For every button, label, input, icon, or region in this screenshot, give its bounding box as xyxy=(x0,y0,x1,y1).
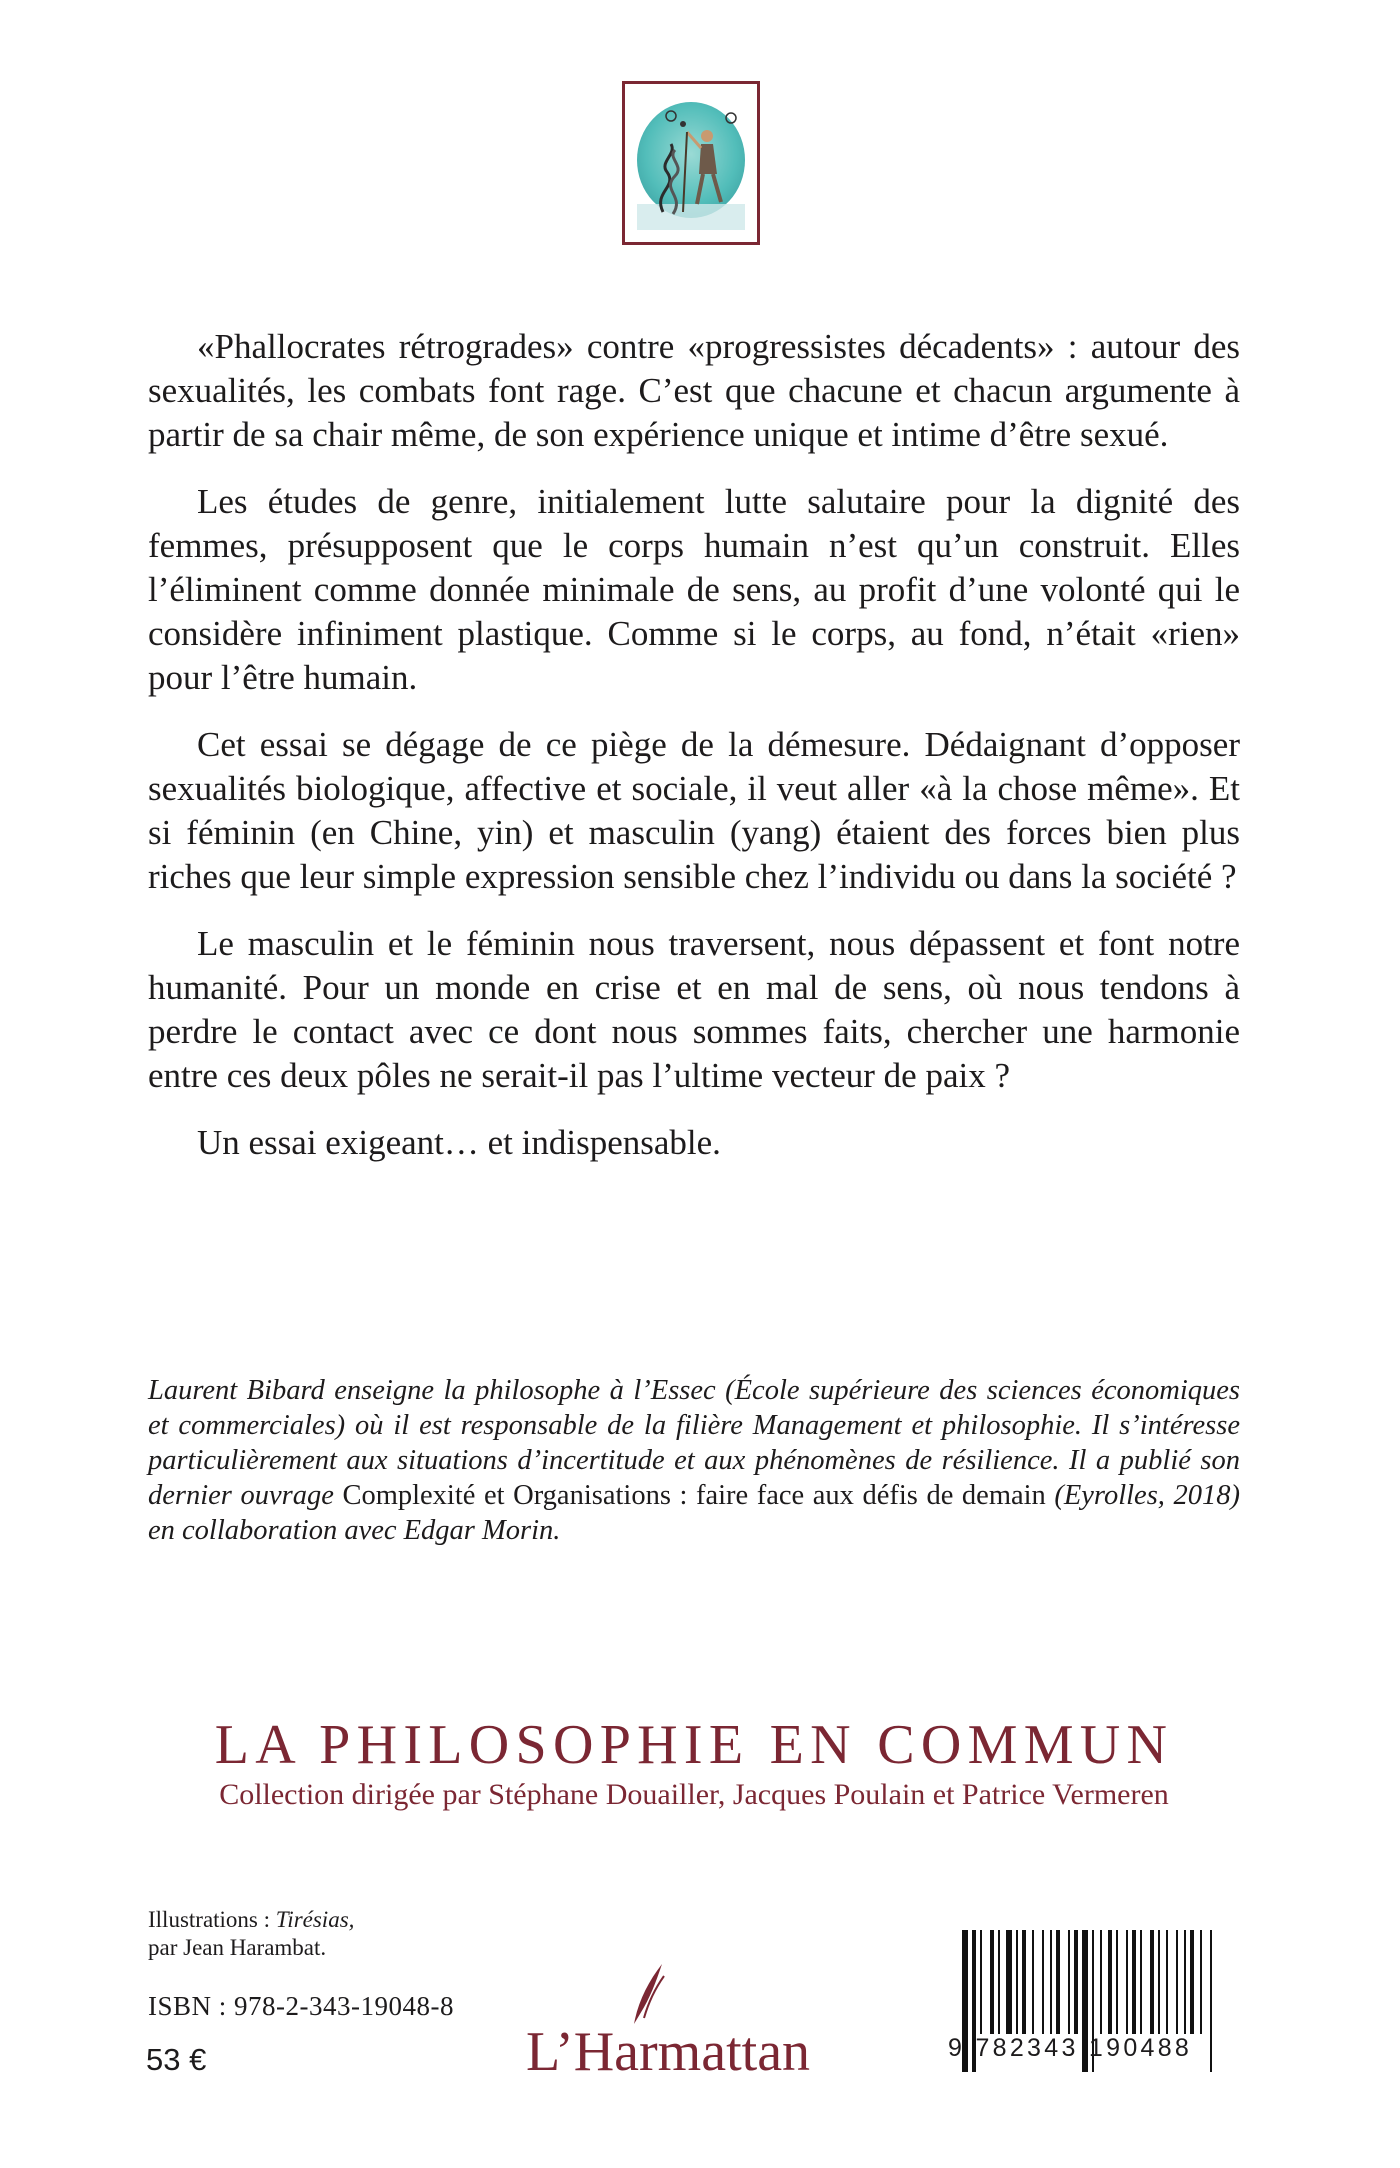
publisher-logo: L’Harmattan xyxy=(526,2021,811,2083)
bio-book-title: Complexité et Organisations : faire face aux défis de demain xyxy=(342,1480,1046,1511)
barcode-bar-24 xyxy=(1166,1930,1168,2034)
barcode-bar-21 xyxy=(1140,1930,1142,2034)
barcode-bar-18 xyxy=(1116,1930,1118,2034)
barcode-bar-27 xyxy=(1190,1930,1194,2034)
credits-label: Illustrations : xyxy=(148,1907,276,1932)
barcode-bar-13 xyxy=(1074,1930,1078,2034)
cover-illustration xyxy=(622,81,760,245)
collection-subtitle: Collection dirigée par Stéphane Douailler, Jacques Poulain et Patrice Vermeren xyxy=(219,1778,1169,1811)
tiresias-illustration-icon xyxy=(633,92,749,234)
bio-text: Laurent Bibard enseigne la philosophe à l’Essec (École supérieure des sciences économiques et commerciales) où il est responsable de la filière Management et philosophie. Il s’intéresse particulièrement aux situations d’incertitude et aux phénomènes de résilience. Il a publié son dernier ouvrage xyxy=(148,1375,1240,1511)
back-cover-blurb xyxy=(148,325,1240,1188)
barcode-bar-23 xyxy=(1158,1930,1160,2034)
blurb-paragraph: Les études de genre, initialement lutte salutaire pour la dignité des femmes, présupposent que le corps humain n’est qu’un construit. Elles l’éliminent comme donnée minimale de sens, au profit d’une volonté qui le considère infiniment plastique. Comme si le corps, au fond, n’était «rien» pour l’être humain. xyxy=(148,482,1240,697)
credits-artist: par Jean Harambat. xyxy=(148,1935,327,1960)
barcode-bar-11 xyxy=(1056,1930,1060,2034)
bio-text-end: (Eyrolles, 2018) en collaboration avec Edgar Morin. xyxy=(148,1480,1240,1546)
blurb-paragraph: Un essai exigeant… et indispensable. xyxy=(197,1123,721,1162)
barcode-bar-8 xyxy=(1032,1930,1034,2034)
barcode-bar-9 xyxy=(1042,1930,1044,2034)
barcode-bar-12 xyxy=(1068,1930,1070,2034)
barcode-bar-26 xyxy=(1184,1930,1186,2034)
blurb-paragraph: Cet essai se dégage de ce piège de la démesure. Dédaignant d’opposer sexualités biologique, affective et sociale, il veut aller «à la chose même». Et si féminin (en Chine, yin) et masculin (yang) étaient des forces bien plus riches que leur simple expression sensible chez l’individu ou dans la société ? xyxy=(148,725,1240,896)
barcode-bar-2 xyxy=(980,1930,982,2034)
barcode-bar-16 xyxy=(1100,1930,1102,2034)
barcode-bar-7 xyxy=(1022,1930,1026,2034)
barcode-bar-20 xyxy=(1132,1930,1136,2034)
blurb-paragraph: «Phallocrates rétrogrades» contre «progressistes décadents» : autour des sexualités, les combats font rage. C’est que chacune et chacun argumente à partir de sa chair même, de son expérience unique et intime d’être sexué. xyxy=(148,327,1240,454)
barcode-bar-4 xyxy=(998,1930,1000,2034)
barcode-bar-17 xyxy=(1108,1930,1112,2034)
illustration-credits xyxy=(148,1906,354,1962)
barcode-bar-28 xyxy=(1200,1930,1202,2034)
barcode-bar-5 xyxy=(1006,1930,1012,2034)
quill-icon xyxy=(626,1962,666,2026)
barcode-bar-25 xyxy=(1176,1930,1178,2034)
price: 53 € xyxy=(146,2042,207,2077)
barcode-digits: 9 782343 190488 xyxy=(948,2034,1193,2062)
isbn: ISBN : 978-2-343-19048-8 xyxy=(148,1991,454,2021)
barcode-bar-22 xyxy=(1150,1930,1154,2034)
barcode-bar-10 xyxy=(1050,1930,1052,2034)
barcode-bar-6 xyxy=(1016,1930,1018,2034)
credits-work: Tirésias, xyxy=(275,1907,355,1932)
barcode-bar-19 xyxy=(1126,1930,1128,2034)
author-bio xyxy=(148,1373,1240,1548)
collection-title: LA PHILOSOPHIE EN COMMUN xyxy=(214,1714,1174,1776)
blurb-paragraph: Le masculin et le féminin nous traversent, nous dépassent et font notre humanité. Pour un monde en crise et en mal de sens, où nous tendons à perdre le contact avec ce dont nous sommes faits, chercher une harmonie entre ces deux pôles ne serait-il pas l’ultime vecteur de paix ? xyxy=(148,924,1240,1095)
barcode-bar-3 xyxy=(990,1930,994,2034)
